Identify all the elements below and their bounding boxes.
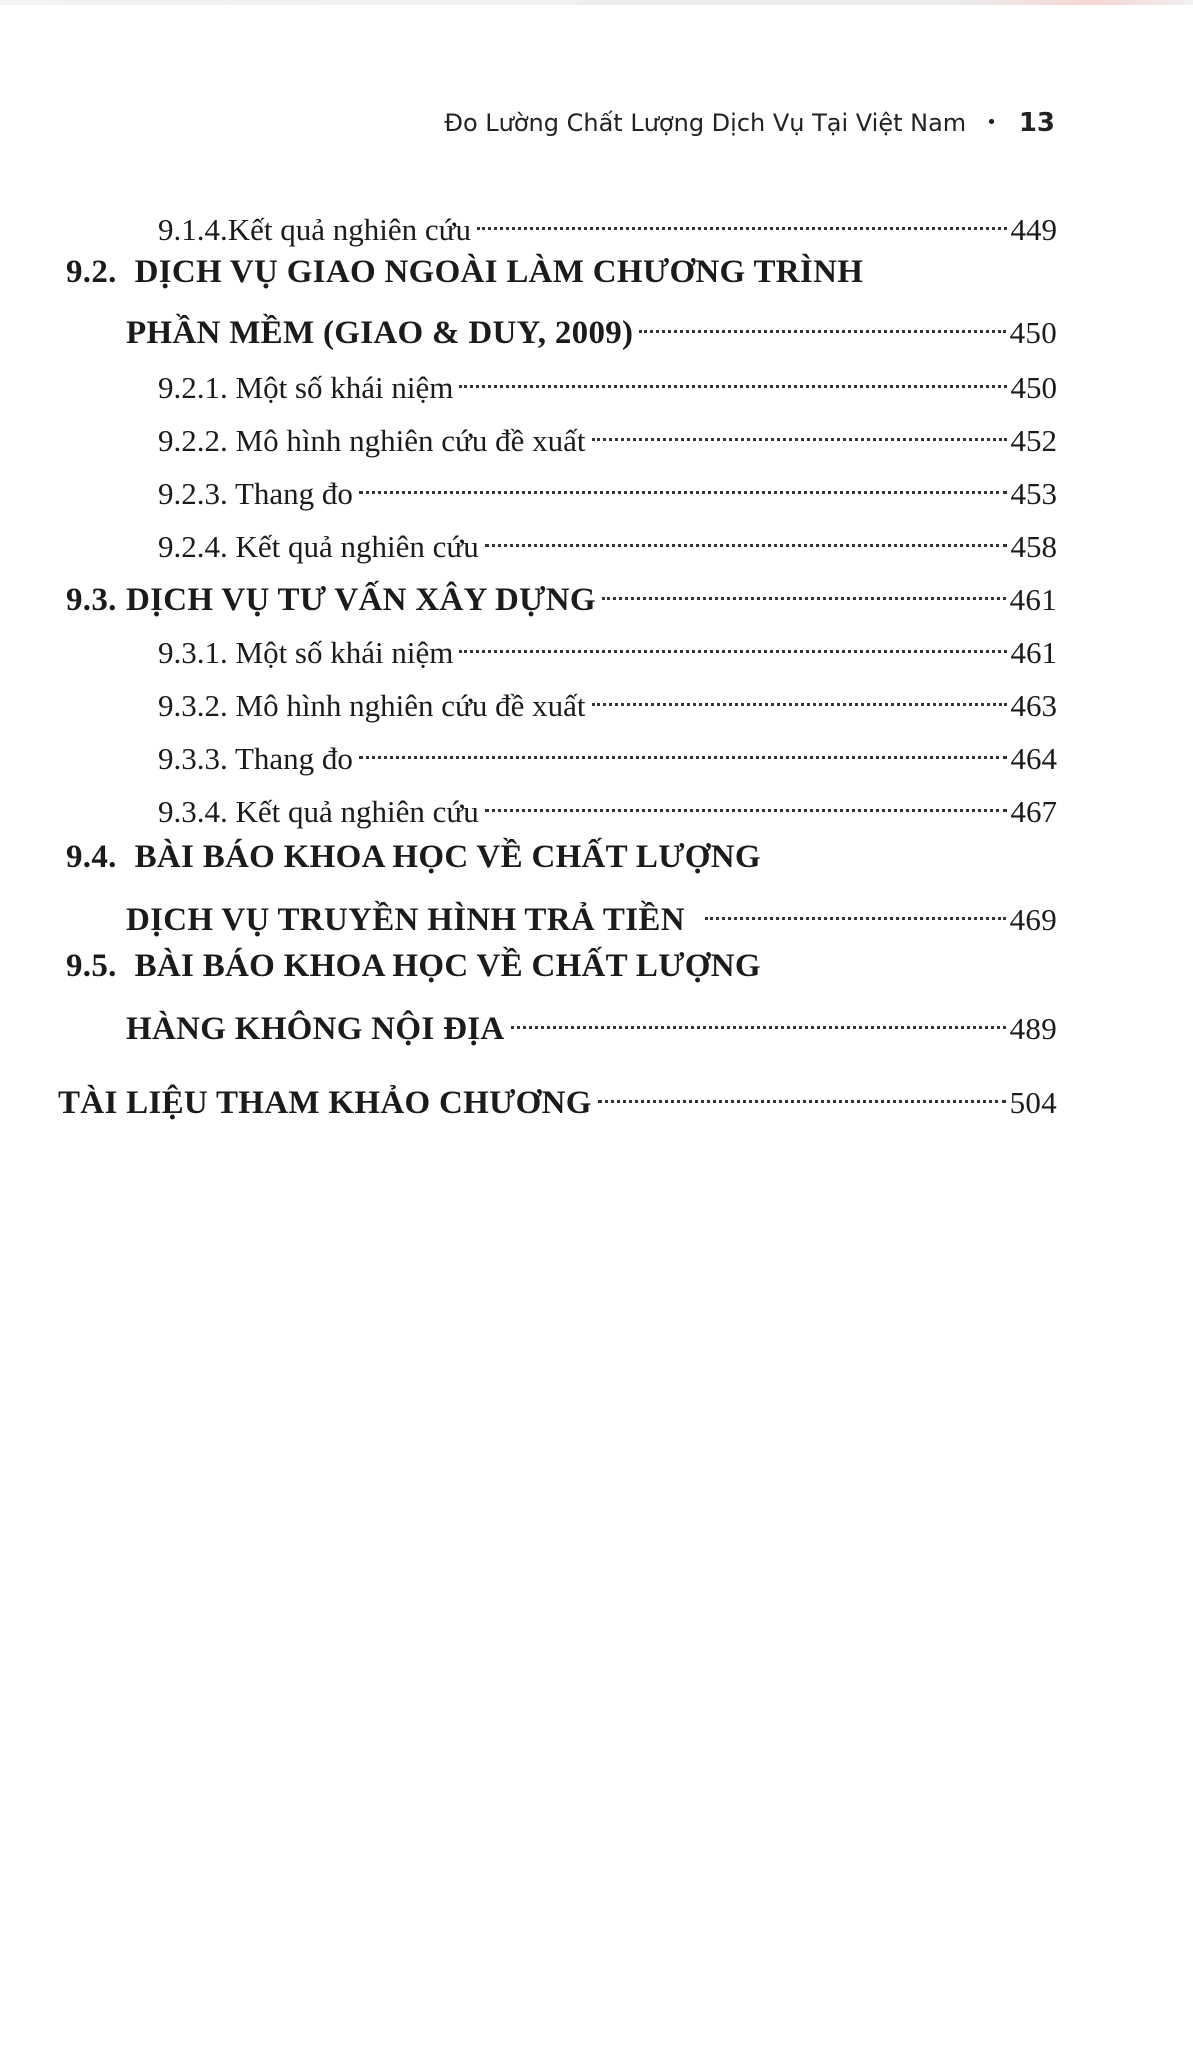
toc-entry-9-3-2[interactable] bbox=[158, 676, 1057, 726]
page-number: 13 bbox=[1018, 108, 1055, 138]
toc-entry-number: 9.3.4. bbox=[158, 794, 228, 829]
toc-section-title-line1: BÀI BÁO KHOA HỌC VỀ CHẤT LƯỢNG bbox=[134, 948, 761, 984]
toc-section-number: 9.3. bbox=[66, 582, 117, 618]
running-header bbox=[444, 108, 1055, 138]
toc-entry-page: 450 bbox=[1009, 315, 1057, 350]
toc-entry-page: 461 bbox=[1009, 582, 1057, 617]
header-separator: • bbox=[986, 111, 997, 133]
dot-leader bbox=[459, 358, 1006, 398]
toc-entry-label bbox=[158, 739, 353, 779]
dot-leader bbox=[592, 676, 1007, 716]
toc-section-number: 9.4. bbox=[66, 839, 117, 875]
toc-entry-number: 9.2.3. bbox=[158, 476, 228, 511]
dot-leader bbox=[598, 1073, 1006, 1113]
toc-entry-title: Kết quả nghiên cứu bbox=[235, 529, 479, 564]
toc-entry-label bbox=[158, 210, 471, 250]
toc-entry-number: 9.1.4. bbox=[158, 212, 228, 247]
toc-entry-page: 464 bbox=[1010, 741, 1057, 776]
toc-entry-title: Thang đo bbox=[234, 476, 353, 511]
book-title: Đo Lường Chất Lượng Dịch Vụ Tại Việt Nam bbox=[444, 109, 967, 137]
toc-entry-number: 9.3.3. bbox=[158, 741, 228, 776]
toc-entry-title: Mô hình nghiên cứu đề xuất bbox=[235, 688, 586, 723]
dot-leader bbox=[459, 623, 1006, 663]
toc-entry-number: 9.2.1. bbox=[158, 370, 228, 405]
toc-entry-label bbox=[158, 686, 586, 726]
toc-entry-number: 9.3.2. bbox=[158, 688, 228, 723]
toc-entry-page: 469 bbox=[1009, 902, 1057, 937]
toc-entry-9-3-1[interactable] bbox=[158, 623, 1057, 673]
toc-references-title: TÀI LIỆU THAM KHẢO CHƯƠNG bbox=[58, 1085, 592, 1121]
toc-section-9-5-line2[interactable] bbox=[126, 999, 1057, 1049]
page-top-edge bbox=[0, 0, 1193, 5]
toc-section-9-4-line1[interactable] bbox=[66, 837, 761, 877]
toc-entry-title: Kết quả nghiên cứu bbox=[227, 212, 471, 247]
toc-section-number: 9.2. bbox=[66, 254, 117, 290]
toc-entry-9-3-4[interactable] bbox=[158, 782, 1057, 832]
toc-entry-9-2-1[interactable] bbox=[158, 358, 1057, 408]
toc-entry-label bbox=[158, 633, 453, 673]
toc-entry-title: Kết quả nghiên cứu bbox=[235, 794, 479, 829]
toc-entry-9-2-3[interactable] bbox=[158, 464, 1057, 514]
toc-entry-title: Một số khái niệm bbox=[235, 370, 454, 405]
dot-leader bbox=[477, 200, 1007, 240]
toc-entry-page: 467 bbox=[1010, 794, 1057, 829]
toc-section-title-line1: BÀI BÁO KHOA HỌC VỀ CHẤT LƯỢNG bbox=[134, 839, 761, 875]
toc-section-9-2-line1[interactable] bbox=[66, 252, 863, 292]
toc-entry-9-2-4[interactable] bbox=[158, 517, 1057, 567]
toc-entry-page: 458 bbox=[1010, 529, 1057, 564]
toc-section-9-5-line1[interactable] bbox=[66, 946, 761, 986]
dot-leader bbox=[705, 890, 1006, 930]
toc-section-9-2-line2[interactable] bbox=[126, 303, 1057, 353]
toc-entry-number: 9.2.2. bbox=[158, 423, 228, 458]
toc-entry-page: 450 bbox=[1010, 370, 1057, 405]
toc-entry-number: 9.2.4. bbox=[158, 529, 228, 564]
toc-section-title: DỊCH VỤ TƯ VẤN XÂY DỰNG bbox=[126, 582, 596, 618]
dot-leader bbox=[485, 517, 1007, 557]
dot-leader bbox=[511, 999, 1006, 1039]
toc-entry-9-2-2[interactable] bbox=[158, 411, 1057, 461]
toc-entry-label bbox=[158, 792, 479, 832]
toc-entry-9-3-3[interactable] bbox=[158, 729, 1057, 779]
toc-entry-page: 453 bbox=[1010, 476, 1057, 511]
toc-entry-page: 461 bbox=[1010, 635, 1057, 670]
toc-section-title-line2: PHẦN MỀM (GIAO & DUY, 2009) bbox=[126, 315, 634, 351]
toc-section-title-line2: HÀNG KHÔNG NỘI ĐỊA bbox=[126, 1011, 505, 1047]
toc-section-title-line2: DỊCH VỤ TRUYỀN HÌNH TRẢ TIỀN bbox=[126, 902, 685, 938]
toc-references[interactable] bbox=[58, 1073, 1057, 1123]
toc-entry-title: Mô hình nghiên cứu đề xuất bbox=[235, 423, 586, 458]
toc-section-title-line1: DỊCH VỤ GIAO NGOÀI LÀM CHƯƠNG TRÌNH bbox=[134, 254, 864, 290]
toc-entry-page: 452 bbox=[1010, 423, 1057, 458]
toc-entry-label bbox=[158, 368, 453, 408]
toc-entry-label bbox=[158, 527, 479, 567]
toc-entry-page: 463 bbox=[1010, 688, 1057, 723]
toc-section-label bbox=[66, 580, 596, 620]
toc-section-number: 9.5. bbox=[66, 948, 117, 984]
toc-entry-9-1-4[interactable] bbox=[158, 200, 1057, 250]
toc-entry-page: 504 bbox=[1009, 1085, 1057, 1120]
dot-leader bbox=[485, 782, 1007, 822]
toc-section-9-4-line2[interactable] bbox=[126, 890, 1057, 940]
dot-leader bbox=[602, 570, 1006, 610]
dot-leader bbox=[359, 464, 1007, 504]
toc-entry-page: 449 bbox=[1010, 212, 1057, 247]
toc-entry-number: 9.3.1. bbox=[158, 635, 228, 670]
toc-entry-title: Một số khái niệm bbox=[235, 635, 454, 670]
toc-entry-title: Thang đo bbox=[234, 741, 353, 776]
toc-entry-label bbox=[158, 421, 586, 461]
dot-leader bbox=[359, 729, 1007, 769]
toc-section-9-3[interactable] bbox=[66, 570, 1057, 620]
dot-leader bbox=[639, 303, 1005, 343]
dot-leader bbox=[592, 411, 1007, 451]
toc-entry-label bbox=[158, 474, 353, 514]
toc-entry-page: 489 bbox=[1009, 1011, 1057, 1046]
